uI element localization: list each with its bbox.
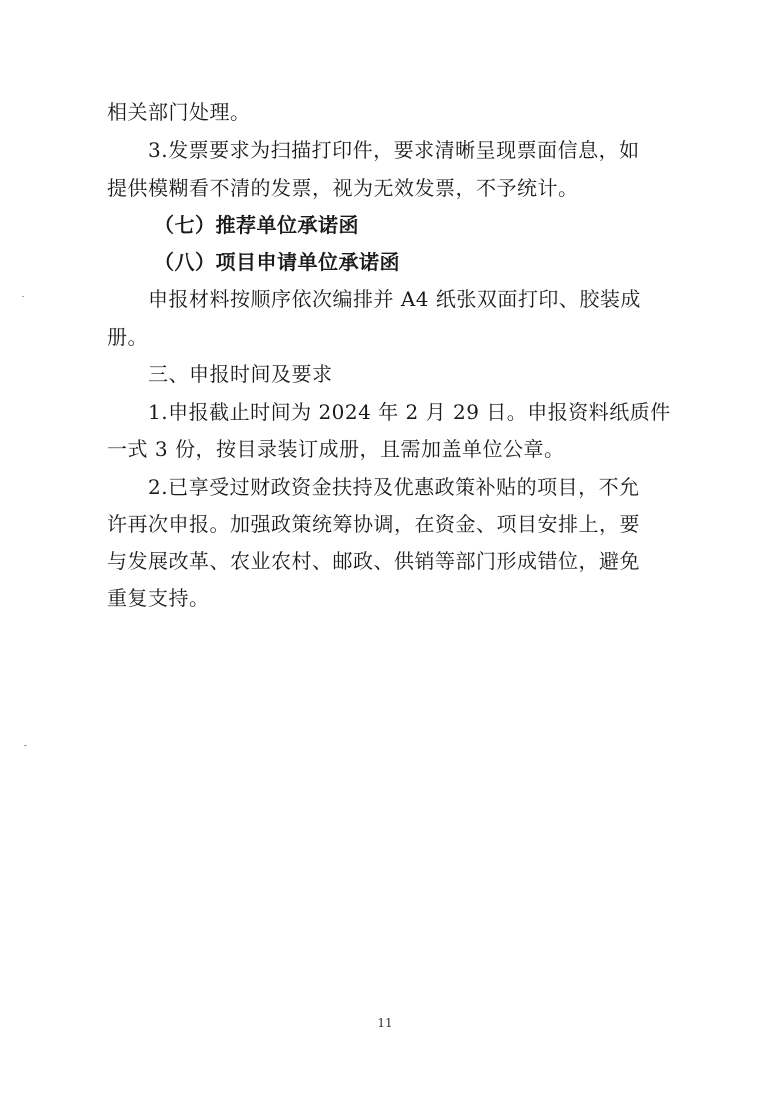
paragraph-line: 1.申报截止时间为 2024 年 2 月 29 日。申报资料纸质件	[148, 400, 671, 424]
paragraph-line: 重复支持。	[107, 586, 210, 610]
paragraph-line: 册。	[107, 325, 148, 349]
scan-speck	[22, 296, 24, 297]
paragraph-line: 3.发票要求为扫描打印件，要求清晰呈现票面信息，如	[148, 138, 640, 162]
section-heading: （七）推荐单位承诺函	[154, 213, 359, 237]
paragraph-line: 2.已享受过财政资金扶持及优惠政策补贴的项目，不允	[148, 475, 640, 499]
section-heading: 三、申报时间及要求	[148, 362, 333, 386]
paragraph-line: 提供模糊看不清的发票，视为无效发票，不予统计。	[107, 176, 579, 200]
paragraph-line: 与发展改革、农业农村、邮政、供销等部门形成错位，避免	[107, 549, 640, 573]
scan-speck	[24, 745, 27, 746]
paragraph-line: 相关部门处理。	[107, 100, 251, 124]
page-number: 11	[377, 1016, 393, 1030]
paragraph-line: 申报材料按顺序依次编排并 A4 纸张双面打印、胶装成	[148, 287, 641, 311]
section-heading: （八）项目申请单位承诺函	[154, 250, 400, 274]
paragraph-line: 一式 3 份，按目录装订成册，且需加盖单位公章。	[107, 437, 565, 461]
paragraph-line: 许再次申报。加强政策统筹协调，在资金、项目安排上，要	[107, 512, 640, 536]
